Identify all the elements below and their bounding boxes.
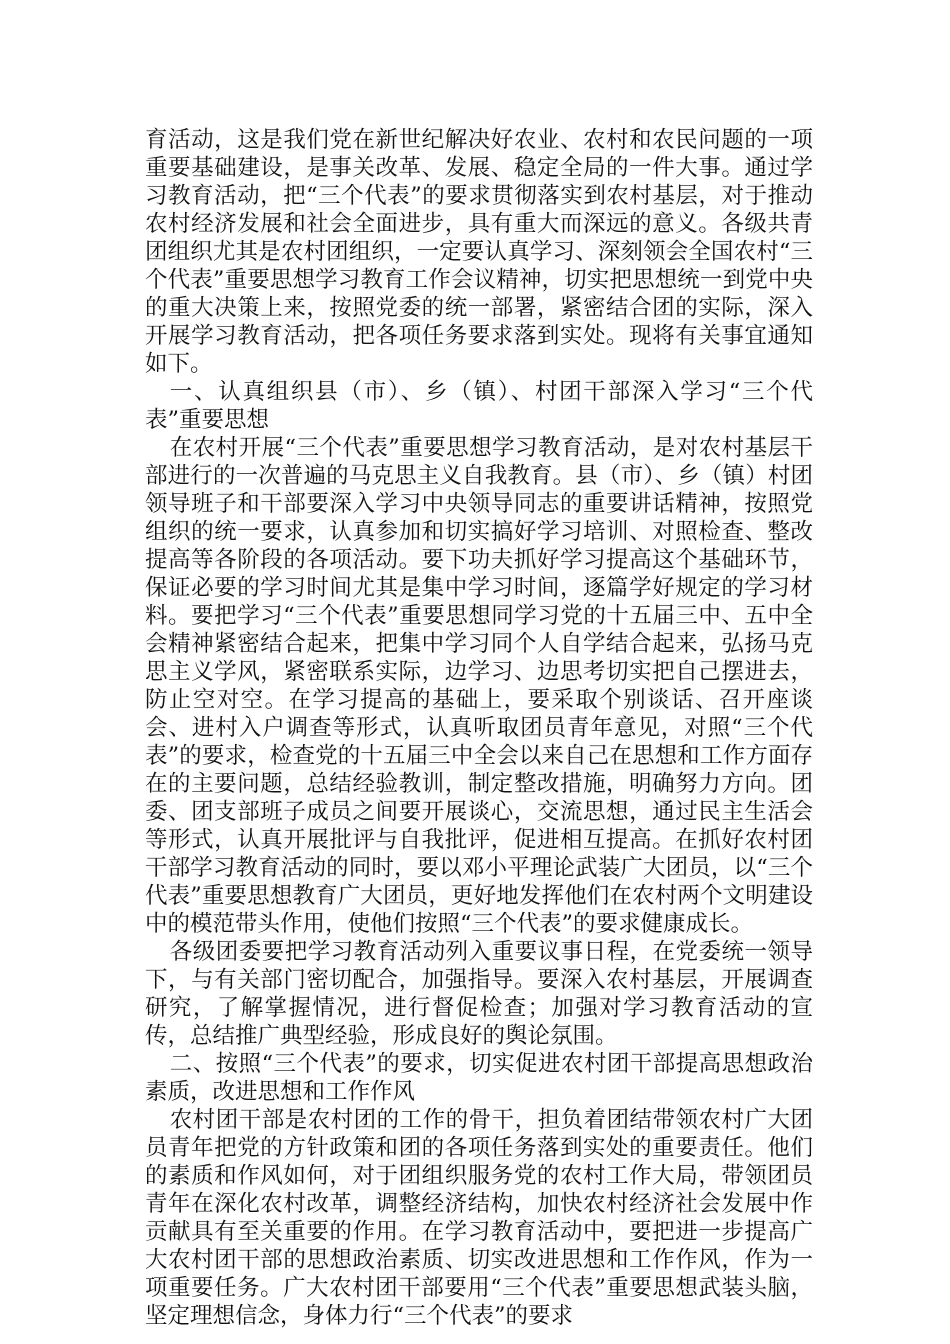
- body-paragraph-intro: 育活动，这是我们党在新世纪解决好农业、农村和农民问题的一项重要基础建设，是事关改革、发展、稳定全局的一件大事。通过学习教育活动，把“三个代表”的要求贯彻落实到农村基层，对于推动农村经济发展和社会全面进步，具有重大而深远的意义。各级共青团组织尤其是农村团组织，一定要认真学习、深刻领会全国农村“三个代表”重要思想学习教育工作会议精神，切实把思想统一到党中央的重大决策上来，按照党委的统一部署，紧密结合团的实际，深入开展学习教育活动，把各项任务要求落到实处。现将有关事宜通知如下。: [145, 127, 813, 377]
- section-heading-1: 一、认真组织县（市）、乡（镇）、村团干部深入学习“三个代表”重要思想: [145, 379, 813, 433]
- body-paragraph-cadres: 农村团干部是农村团的工作的骨干，担负着团结带领农村广大团员青年把党的方针政策和团的各项任务落到实处的重要责任。他们的素质和作风如何，对于团组织服务党的农村工作大局，带领团员青年在深化农村改革，调整经济结构，加快农村经济社会发展中作贡献具有至关重要的作用。在学习教育活动中，要把进一步提高广大农村团干部的思想政治素质、切实改进思想和工作作风，作为一项重要任务。广大农村团干部要用“三个代表”重要思想武装头脑，坚定理想信念，身体力行“三个代表”的要求: [145, 1107, 813, 1329]
- body-paragraph-leadership: 各级团委要把学习教育活动列入重要议事日程，在党委统一领导下，与有关部门密切配合，加强指导。要深入农村基层，开展调查研究，了解掌握情况，进行督促检查；加强对学习教育活动的宣传，总结推广典型经验，形成良好的舆论氛围。: [145, 939, 813, 1049]
- body-paragraph-study: 在农村开展“三个代表”重要思想学习教育活动，是对农村基层干部进行的一次普遍的马克思主义自我教育。县（市）、乡（镇）村团领导班子和干部要深入学习中央领导同志的重要讲话精神，按照党组织的统一要求，认真参加和切实搞好学习培训、对照检查、整改提高等各阶段的各项活动。要下功夫抓好学习提高这个基础环节，保证必要的学习时间尤其是集中学习时间，逐篇学好规定的学习材料。要把学习“三个代表”重要思想同学习党的十五届三中、五中全会精神紧密结合起来，把集中学习同个人自学结合起来，弘扬马克思主义学风，紧密联系实际，边学习、边思考切实把自己摆进去，防止空对空。在学习提高的基础上，要采取个别谈话、召开座谈会、进村入户调查等形式，认真听取团员青年意见，对照“三个代表”的要求，检查党的十五届三中全会以来自己在思想和工作方面存在的主要问题，总结经验教训，制定整改措施，明确努力方向。团委、团支部班子成员之间要开展谈心，交流思想，通过民主生活会等形式，认真开展批评与自我批评，促进相互提高。在抓好农村团干部学习教育活动的同时，要以邓小平理论武装广大团员，以“三个代表”重要思想教育广大团员，更好地发挥他们在农村两个文明建设中的模范带头作用，使他们按照“三个代表”的要求健康成长。: [145, 435, 813, 937]
- document-page: [145, 126, 813, 1330]
- section-heading-2: 二、按照“三个代表”的要求，切实促进农村团干部提高思想政治素质，改进思想和工作作风: [145, 1051, 813, 1105]
